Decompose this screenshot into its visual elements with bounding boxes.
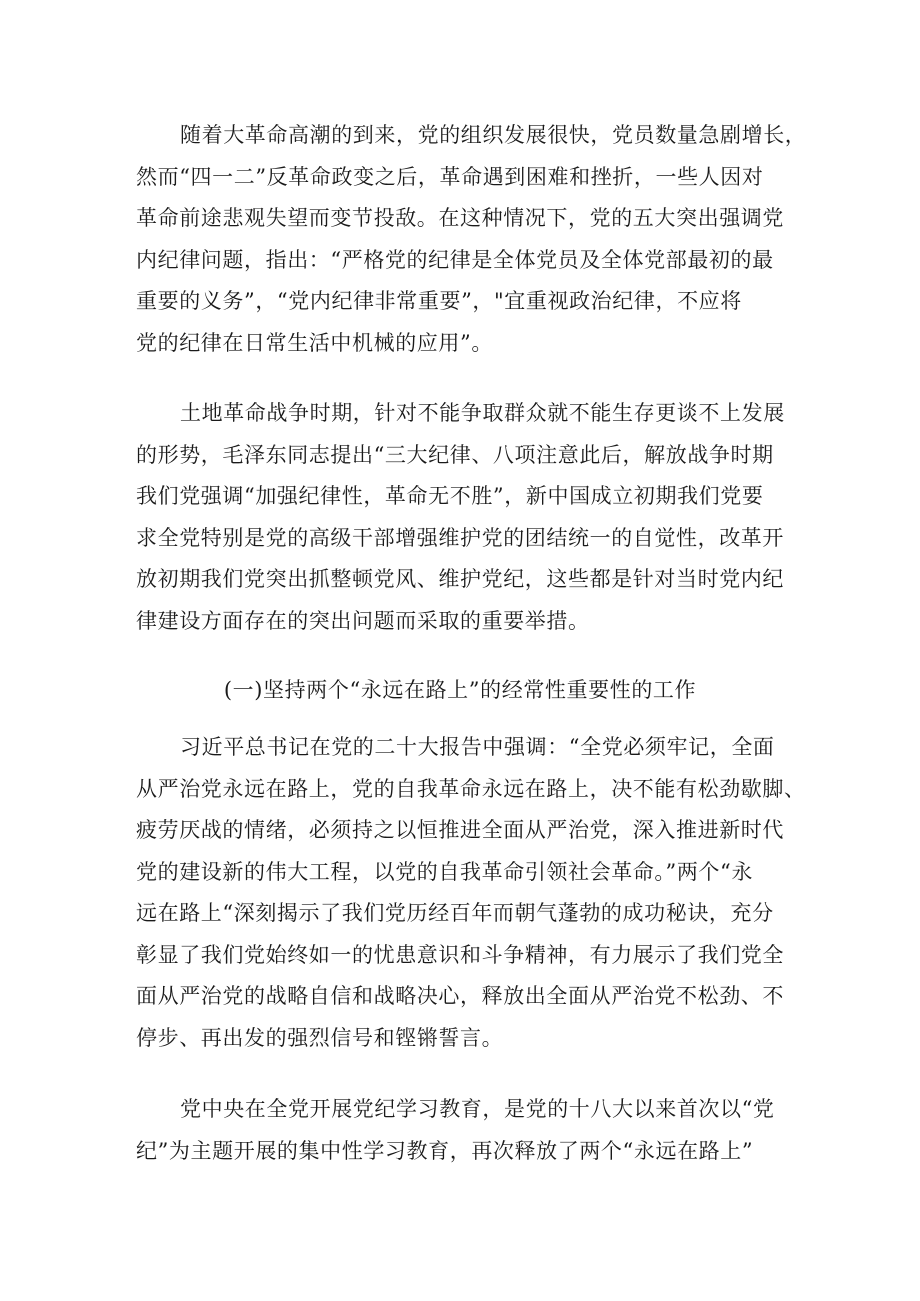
text-line: 律建设方面存在的突出问题而采取的重要举措。 (136, 608, 590, 633)
paragraph-land-revolution (136, 393, 786, 642)
text-line: 我们党强调“加强纪律性，革命无不胜”，新中国成立初期我们党要 (136, 484, 764, 508)
text-line: 的形势，毛泽东同志提出“三大纪律、八项注意此后，解放战争时期 (136, 442, 774, 467)
text-line: 革命前途悲观失望而变节投敌。在这种情况下，党的五大突出强调党 (136, 206, 784, 230)
paragraph-great-revolution (136, 115, 807, 364)
text-line: 党的建设新的伟大工程，以党的自我革命引领社会革命。”两个“永 (136, 859, 753, 884)
text-line: 纪”为主题开展的集中性学习教育，再次释放了两个“永远在路上” (136, 1138, 754, 1163)
text-line: 面从严治党的战略自信和战略决心，释放出全面从严治党不松劲、不 (136, 984, 784, 1008)
text-line: 随着大革命高潮的到来，党的组织发展很快，党员数量急剧增长， (180, 123, 807, 147)
text-line: 求全党特别是党的高级干部增强维护党的团结统一的自觉性，改革开 (136, 525, 784, 550)
text-line: 停步、再出发的强烈信号和铿锵誓言。 (136, 1025, 504, 1050)
paragraph-discipline-education (136, 1089, 786, 1172)
text-line: 重要的义务”，“党内纪律非常重要”，"宜重视政治纪律，不应将 (136, 289, 742, 313)
text-line: 彰显了我们党始终如一的忧患意识和斗争精神，有力展示了我们党全 (136, 942, 784, 967)
text-line: 党中央在全党开展党纪学习教育，是党的十八大以来首次以“党 (180, 1097, 775, 1121)
text-line: 习近平总书记在党的二十大报告中强调：“全党必须牢记，全面 (180, 735, 775, 759)
text-line: 远在路上“深刻揭示了我们党历经百年而朝气蓬勃的成功秘诀，充分 (136, 901, 774, 925)
text-line: 内纪律问题，指出：“严格党的纪律是全体党员及全体党部最初的最 (136, 247, 774, 272)
text-line: 疲劳厌战的情绪，必须持之以恒推进全面从严治党，深入推进新时代 (136, 818, 784, 842)
paragraph-twentieth-congress (136, 727, 806, 1059)
text-line: 然而“四一二”反革命政变之后，革命遇到困难和挫折，一些人因对 (136, 164, 764, 189)
section-heading: (一)坚持两个“永远在路上”的经常性重要性的工作 (223, 678, 697, 702)
text-line: 土地革命战争时期，针对不能争取群众就不能生存更谈不上发展 (180, 401, 785, 425)
text-line: 从严治党永远在路上，党的自我革命永远在路上，决不能有松劲歇脚、 (136, 776, 806, 801)
text-line: 放初期我们党突出抓整顿党风、维护党纪，这些都是针对当时党内纪 (136, 567, 784, 591)
text-line: 党的纪律在日常生活中机械的应用”。 (136, 330, 493, 355)
